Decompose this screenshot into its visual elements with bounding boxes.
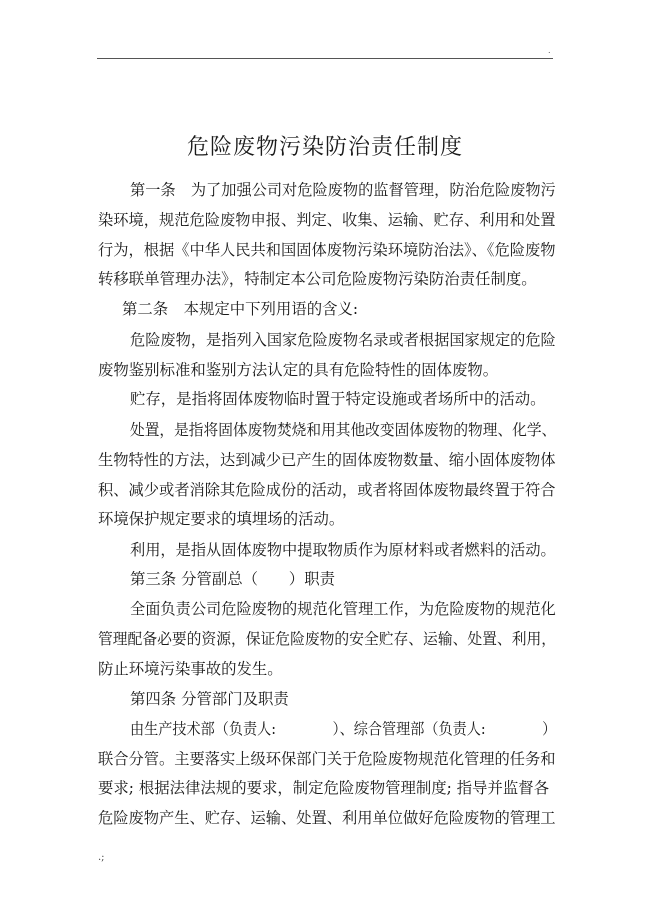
paragraph-line: 积、减少或者消除其危险成份的活动，或者将固体废物最终置于符合 xyxy=(98,481,556,499)
paragraph-line: 第三条 分管副总（ ）职责 xyxy=(130,570,335,588)
paragraph-line: 防止环境污染事故的发生。 xyxy=(98,660,283,678)
paragraph-line: 全面负责公司危险废物的规范化管理工作，为危险废物的规范化 xyxy=(130,600,556,618)
paragraph-line: 转移联单管理办法》，特制定本公司危险废物污染防治责任制度。 xyxy=(98,270,537,288)
paragraph-line: 危险废物，是指列入国家危险废物名录或者根据国家规定的危险 xyxy=(130,331,556,349)
paragraph-line: 危险废物产生、贮存、运输、处置、利用单位做好危险废物的管理工 xyxy=(98,809,556,827)
paragraph-line: 行为，根据《中华人民共和国固体废物污染环境防治法》、《危险废物 xyxy=(98,241,556,259)
paragraph-line: 第四条 分管部门及职责 xyxy=(130,690,289,708)
paragraph-line: 利用，是指从固体废物中提取物质作为原材料或者燃料的活动。 xyxy=(130,541,556,559)
paragraph-line: 要求; 根据法律法规的要求，制定危险废物管理制度; 指导并监督各 xyxy=(98,779,550,797)
paragraph-line: 联合分管。主要落实上级环保部门关于危险废物规范化管理的任务和 xyxy=(98,750,556,768)
paragraph-line: 第二条 本规定中下列用语的含义: xyxy=(122,300,359,318)
paragraph-line: 处置，是指将固体废物焚烧和用其他改变固体废物的物理、化学、 xyxy=(130,421,557,439)
paragraph-line: 生物特性的方法，达到减少已产生的固体废物数量、缩小固体废物体 xyxy=(98,451,556,469)
paragraph-line: 环境保护规定要求的填埋场的活动。 xyxy=(98,510,345,528)
paragraph-line: 染环境，规范危险废物申报、判定、收集、运输、贮存、利用和处置 xyxy=(98,211,556,229)
paragraph-line: 管理配备必要的资源，保证危险废物的安全贮存、运输、处置、利用， xyxy=(98,630,557,648)
header-mark: . xyxy=(548,46,551,55)
document-title: 危险废物污染防治责任制度 xyxy=(186,134,463,160)
header-rule xyxy=(97,58,553,59)
footer-mark: .; xyxy=(98,852,105,863)
paragraph-line: 废物鉴别标准和鉴别方法认定的具有危险特性的固体废物。 xyxy=(98,361,499,379)
paragraph-line: 由生产技术部（负责人: ）、综合管理部（负责人: ） xyxy=(130,720,557,738)
paragraph-line: 贮存，是指将固体废物临时置于特定设施或者场所中的活动。 xyxy=(130,390,546,408)
paragraph-line: 第一条 为了加强公司对危险废物的监督管理，防治危险废物污 xyxy=(130,181,556,199)
